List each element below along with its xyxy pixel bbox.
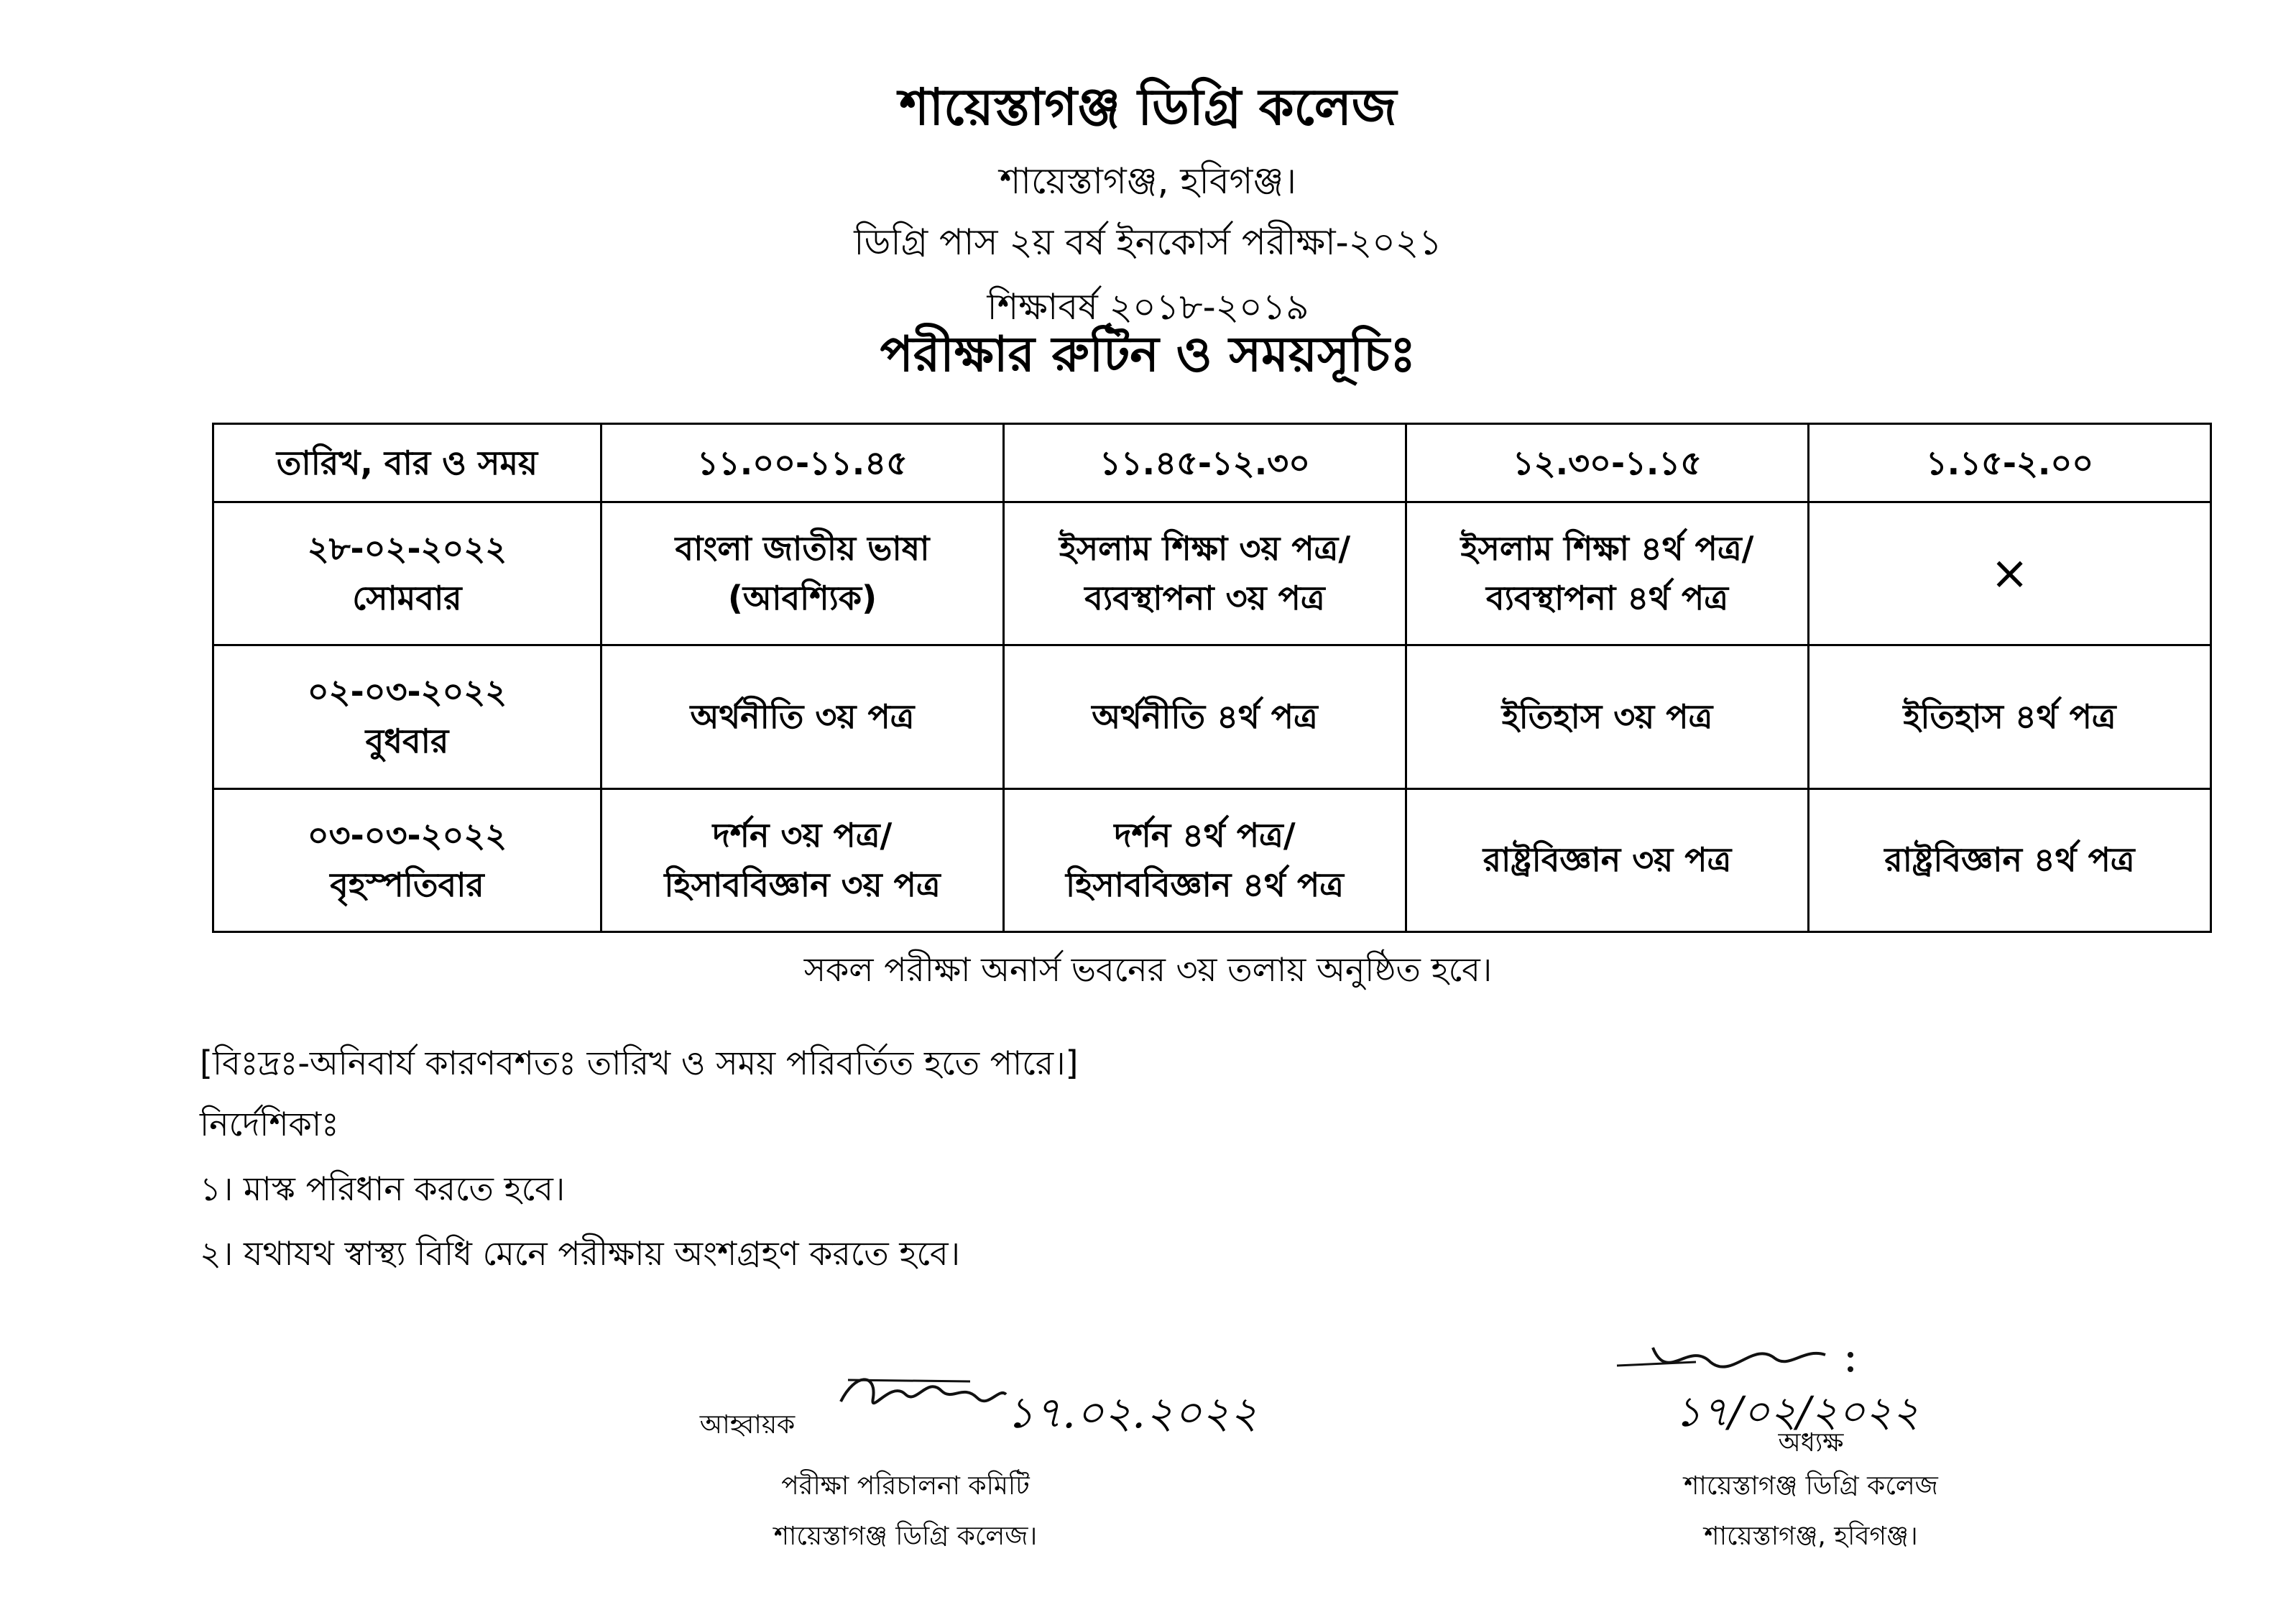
- subject-line: ইসলাম শিক্ষা ৩য় পত্র/: [1059, 529, 1351, 569]
- subject-line: ইতিহাস ৪র্থ পত্র: [1903, 696, 2116, 736]
- college-location: শায়েস্তাগঞ্জ, হবিগঞ্জ।: [999, 160, 1297, 202]
- table-row: [213, 502, 2211, 645]
- subject-line: হিসাববিজ্ঞান ৪র্থ পত্র: [1066, 865, 1344, 904]
- table-row: [213, 645, 2211, 788]
- guideline-item: ১। মাস্ক পরিধান করতে হবে।: [200, 1169, 566, 1208]
- day-text: সোমবার: [352, 579, 462, 618]
- venue-note: সকল পরীক্ষা অনার্স ভবনের ৩য় তলায় অনুষ্ঠিত হবে।: [803, 950, 1493, 989]
- convener-signature-block: [647, 1412, 1164, 1570]
- header-slot-2: ১১.৪৫-১২.৩০: [1004, 424, 1406, 502]
- principal-date-handwritten: ১৭/০২/২০২২: [1674, 1387, 1919, 1436]
- subject-cell: [1004, 502, 1406, 645]
- principal-role: অধ্যক্ষ: [1778, 1428, 1844, 1458]
- subject-cell: [1406, 645, 1809, 788]
- header-date-time: তারিখ, বার ও সময়: [213, 424, 601, 502]
- subject-cell: [1406, 502, 1809, 645]
- header-slot-4: ১.১৫-২.০০: [1809, 424, 2211, 502]
- subject-line: দর্শন ৪র্থ পত্র/: [1114, 815, 1296, 855]
- subject-line: বাংলা জাতীয় ভাষা: [675, 529, 930, 569]
- principal-signature-block: [1567, 1430, 2055, 1574]
- date-text: ০৩-০৩-২০২২: [307, 815, 507, 855]
- date-cell: [213, 788, 601, 931]
- subject-line: হিসাববিজ্ঞান ৩য় পত্র: [664, 865, 941, 904]
- notice-text: [বিঃদ্রঃ-অনিবার্য কারণবশতঃ তারিখ ও সময় পরিবর্তিত হতে পারে।]: [200, 1044, 1079, 1082]
- day-text: বুধবার: [365, 722, 449, 761]
- subject-cell: [1406, 788, 1809, 931]
- date-cell: [213, 645, 601, 788]
- routine-heading: পরীক্ষার রুটিন ও সময়সূচিঃ: [880, 326, 1416, 383]
- convener-role: আহ্বায়ক: [699, 1410, 796, 1440]
- routine-table: [212, 423, 2212, 933]
- header-slot-1: ১১.০০-১১.৪৫: [601, 424, 1004, 502]
- subject-line: অর্থনীতি ৩য় পত্র: [690, 696, 915, 736]
- no-exam-cross: ×: [1990, 547, 2029, 601]
- subject-line: ব্যবস্থাপনা ৪র্থ পত্র: [1485, 579, 1729, 618]
- session-text: শিক্ষাবর্ষ ২০১৮-২০১৯: [987, 286, 1309, 328]
- convener-committee: পরীক্ষা পরিচালনা কমিটি: [781, 1471, 1030, 1501]
- subject-cell: [1809, 502, 2211, 645]
- subject-line: দর্শন ৩য় পত্র/: [712, 815, 893, 855]
- day-text: বৃহস্পতিবার: [330, 865, 484, 904]
- subject-cell: [1004, 645, 1406, 788]
- convener-college: শায়েস্তাগঞ্জ ডিগ্রি কলেজ।: [773, 1522, 1038, 1551]
- subject-line: ব্যবস্থাপনা ৩য় পত্র: [1084, 579, 1325, 618]
- college-name: শায়েস্তাগঞ্জ ডিগ্রি কলেজ: [899, 78, 1397, 137]
- header-slot-3: ১২.৩০-১.১৫: [1406, 424, 1809, 502]
- table-header-row: [213, 424, 2211, 502]
- subject-cell: [1004, 788, 1406, 931]
- date-cell: [213, 502, 601, 645]
- subject-cell: [1809, 788, 2211, 931]
- principal-location: শায়েস্তাগঞ্জ, হবিগঞ্জ।: [1704, 1522, 1918, 1551]
- subject-line: রাষ্ট্রবিজ্ঞান ৩য় পত্র: [1483, 840, 1732, 880]
- exam-title: ডিগ্রি পাস ২য় বর্ষ ইনকোর্স পরীক্ষা-২০২১: [854, 221, 1442, 263]
- subject-cell: [601, 788, 1004, 931]
- subject-cell: [1809, 645, 2211, 788]
- convener-date-handwritten: ১৭.০২.২০২২: [1006, 1388, 1258, 1438]
- date-text: ০২-০৩-২০২২: [307, 672, 507, 712]
- subject-cell: [601, 502, 1004, 645]
- subject-line: ইতিহাস ৩য় পত্র: [1501, 696, 1713, 736]
- subject-line: রাষ্ট্রবিজ্ঞান ৪র্থ পত্র: [1884, 840, 2135, 880]
- subject-cell: [601, 645, 1004, 788]
- subject-line: অর্থনীতি ৪র্থ পত্র: [1092, 696, 1318, 736]
- principal-college: শায়েস্তাগঞ্জ ডিগ্রি কলেজ: [1684, 1471, 1938, 1501]
- guideline-item: ২। যথাযথ স্বাস্থ্য বিধি মেনে পরীক্ষায় অংশগ্রহণ করতে হবে।: [200, 1234, 961, 1273]
- date-text: ২৮-০২-২০২২: [307, 529, 507, 569]
- table-row: [213, 788, 2211, 931]
- guidelines-title: নির্দেশিকাঃ: [200, 1105, 339, 1144]
- subject-line: ইসলাম শিক্ষা ৪র্থ পত্র/: [1460, 529, 1754, 569]
- subject-line: (আবশ্যিক): [727, 579, 877, 618]
